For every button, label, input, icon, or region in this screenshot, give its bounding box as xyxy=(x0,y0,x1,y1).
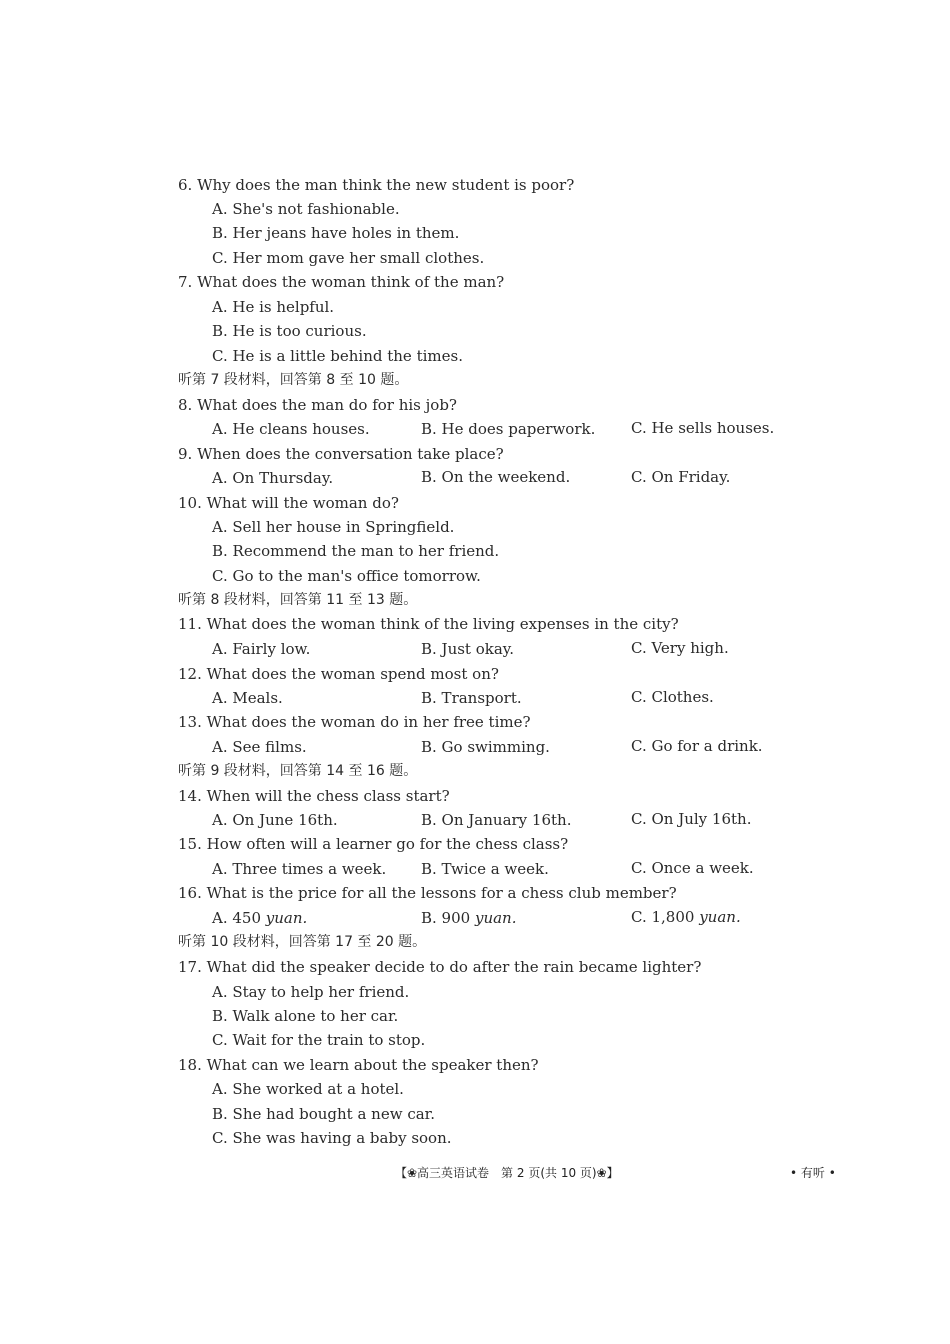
question-stem: 10. What will the woman do? xyxy=(178,494,399,512)
option: A. Three times a week. xyxy=(212,860,387,878)
question-stem: 18. What can we learn about the speaker then? xyxy=(178,1056,539,1074)
question-stem: 8. What does the man do for his job? xyxy=(178,396,457,414)
option: A. She's not fashionable. xyxy=(212,200,400,218)
option: C. Clothes. xyxy=(631,688,714,706)
question-stem: 15. How often will a learner go for the chess class? xyxy=(178,835,569,853)
option: B. Walk alone to her car. xyxy=(212,1007,399,1025)
option: B. Transport. xyxy=(421,689,522,707)
question-stem: 6. Why does the man think the new student is poor? xyxy=(178,176,575,194)
option: B. Go swimming. xyxy=(421,738,550,756)
option: B. He is too curious. xyxy=(212,322,367,340)
option: C. Go to the man's office tomorrow. xyxy=(212,567,481,585)
option-value: B. 900 xyxy=(421,909,471,927)
section-instruction: 听第 7 段材料，回答第 8 至 10 题。 xyxy=(178,372,409,388)
option: B. Recommend the man to her friend. xyxy=(212,542,500,560)
footer-brand: • 有听 • xyxy=(790,1166,836,1180)
option: A. See films. xyxy=(212,738,307,756)
option: A. Meals. xyxy=(212,689,283,707)
option xyxy=(212,908,307,928)
question-stem: 11. What does the woman think of the living expenses in the city? xyxy=(178,615,679,633)
option: C. He sells houses. xyxy=(631,419,775,437)
option-unit: yuan. xyxy=(265,909,308,927)
option: A. Sell her house in Springfield. xyxy=(212,518,455,536)
option: A. Stay to help her friend. xyxy=(212,983,410,1001)
option: C. On Friday. xyxy=(631,468,731,486)
option: C. He is a little behind the times. xyxy=(212,347,463,365)
option: C. Very high. xyxy=(631,639,729,657)
question-stem: 17. What did the speaker decide to do after the rain became lighter? xyxy=(178,958,702,976)
question-stem: 7. What does the woman think of the man? xyxy=(178,273,505,291)
option: A. He is helpful. xyxy=(212,298,335,316)
question-stem: 16. What is the price for all the lessons for a chess club member? xyxy=(178,884,677,902)
option: A. Fairly low. xyxy=(212,640,311,658)
option xyxy=(631,907,741,927)
option: B. Just okay. xyxy=(421,640,515,658)
option-unit: yuan. xyxy=(474,909,517,927)
option: B. Her jeans have holes in them. xyxy=(212,224,460,242)
option: A. On June 16th. xyxy=(212,811,338,829)
option: C. Her mom gave her small clothes. xyxy=(212,249,485,267)
option xyxy=(421,908,517,928)
option: C. Wait for the train to stop. xyxy=(212,1031,426,1049)
footer-page-info: 【❀高三英语试卷 第 2 页(共 10 页)❀】 xyxy=(395,1166,619,1180)
option-value: A. 450 xyxy=(212,909,261,927)
option: B. On the weekend. xyxy=(421,468,571,486)
question-stem: 14. When will the chess class start? xyxy=(178,787,450,805)
option: C. She was having a baby soon. xyxy=(212,1129,452,1147)
option: B. He does paperwork. xyxy=(421,420,596,438)
option: C. On July 16th. xyxy=(631,810,752,828)
section-instruction: 听第 8 段材料，回答第 11 至 13 题。 xyxy=(178,592,418,608)
question-stem: 12. What does the woman spend most on? xyxy=(178,665,499,683)
option-unit: yuan. xyxy=(699,908,741,926)
option: A. She worked at a hotel. xyxy=(212,1080,404,1098)
question-stem: 9. When does the conversation take place? xyxy=(178,445,504,463)
option: C. Once a week. xyxy=(631,859,754,877)
option-value: C. 1,800 xyxy=(631,908,695,926)
option: B. She had bought a new car. xyxy=(212,1105,435,1123)
section-instruction: 听第 10 段材料，回答第 17 至 20 题。 xyxy=(178,934,427,950)
option: A. On Thursday. xyxy=(212,469,334,487)
question-stem: 13. What does the woman do in her free time? xyxy=(178,713,531,731)
option: B. Twice a week. xyxy=(421,860,549,878)
section-instruction: 听第 9 段材料，回答第 14 至 16 题。 xyxy=(178,763,418,779)
option: B. On January 16th. xyxy=(421,811,572,829)
option: C. Go for a drink. xyxy=(631,737,763,755)
option: A. He cleans houses. xyxy=(212,420,370,438)
